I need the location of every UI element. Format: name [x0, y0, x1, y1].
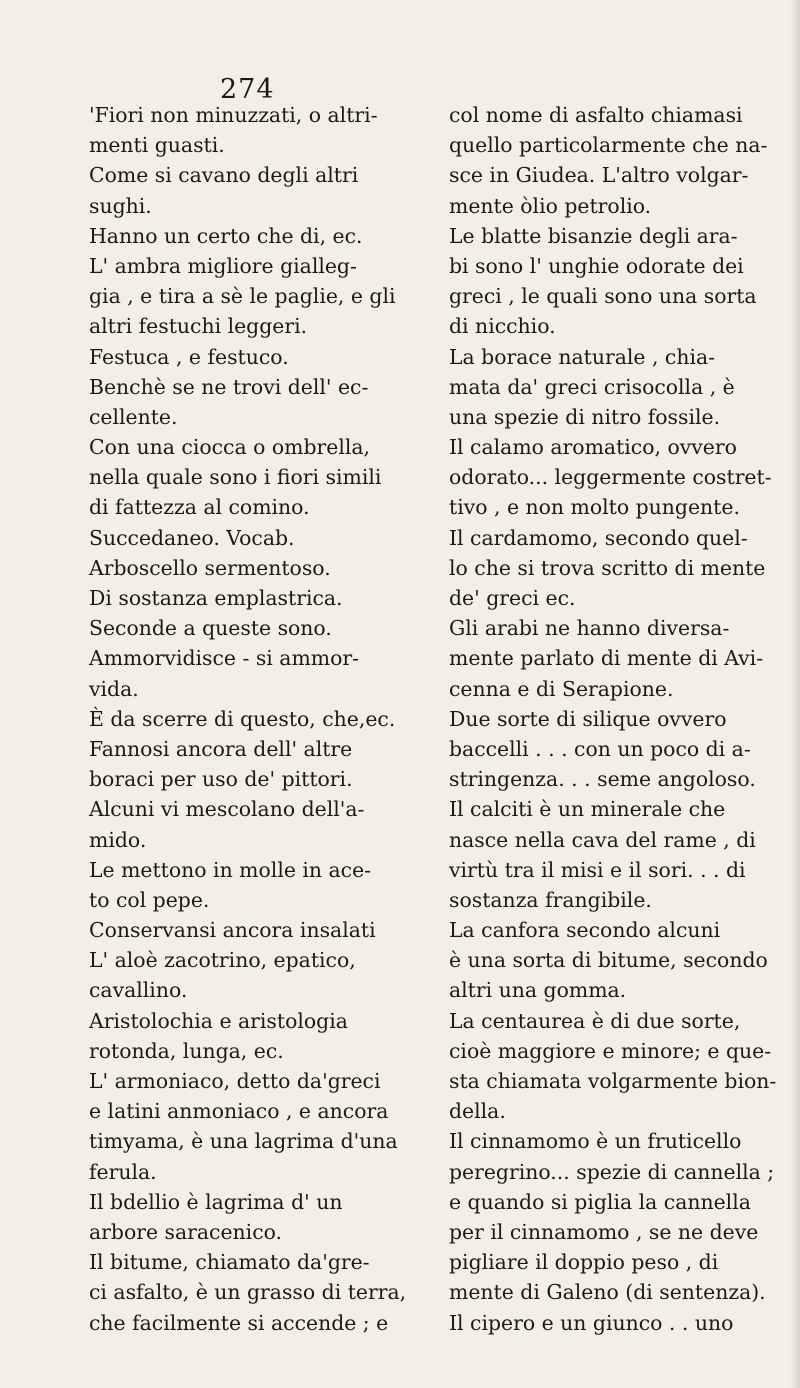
text-line: boraci per uso de' pittori. — [89, 767, 353, 792]
text-line: Le mettono in molle in ace- — [89, 857, 372, 882]
text-line: Con una ciocca o ombrella, — [89, 435, 371, 460]
left-text-column — [89, 100, 414, 1338]
text-line: e quando si piglia la cannella — [449, 1189, 751, 1214]
text-line: baccelli . . . con un poco di a- — [449, 736, 751, 761]
text-line: Il bdellio è lagrima d' un — [89, 1189, 343, 1214]
text-line: lo che si trova scritto di mente — [449, 555, 766, 580]
text-line: Conservansi ancora insalati — [89, 918, 376, 943]
text-line: Il cipero e un giunco . . uno — [449, 1310, 734, 1335]
text-line: to col pepe. — [89, 887, 210, 912]
text-line: Seconde a queste sono. — [89, 616, 332, 641]
text-line: sostanza frangibile. — [449, 887, 652, 912]
text-line: che facilmente si accende ; e — [89, 1310, 389, 1335]
text-line: mente òlio petrolio. — [449, 193, 652, 218]
text-line: Hanno un certo che di, ec. — [89, 223, 363, 248]
text-line: bi sono l' unghie odorate dei — [449, 253, 744, 278]
text-line: de' greci ec. — [449, 586, 576, 610]
text-line: Il cinnamomo è un fruticello — [449, 1129, 742, 1154]
text-line: stringenza. . . seme angoloso. — [449, 767, 756, 792]
text-line: Il calamo aromatico, ovvero — [449, 435, 737, 460]
text-line: È da scerre di questo, che,ec. — [89, 706, 396, 731]
text-line: altri una gomma. — [449, 978, 627, 1003]
text-line: della. — [449, 1099, 506, 1124]
text-line: sta chiamata volgarmente bion- — [449, 1069, 777, 1093]
text-line: mente di Galeno (di sentenza). — [449, 1280, 766, 1305]
text-line: Succedaneo. Vocab. — [89, 525, 295, 550]
text-line: cellente. — [89, 404, 178, 429]
text-line: Alcuni vi mescolano dell'a- — [89, 797, 365, 822]
text-line: pigliare il doppio peso , di — [449, 1250, 719, 1275]
text-line: ci asfalto, è un grasso di terra, — [89, 1280, 407, 1305]
text-line: cenna e di Serapione. — [449, 676, 674, 701]
text-line: menti guasti. — [89, 133, 225, 158]
text-line: Come si cavano degli altri — [89, 163, 359, 188]
text-line: mata da' greci crisocolla , è — [449, 374, 735, 399]
text-line: virtù tra il misi e il sori. . . di — [449, 857, 746, 882]
text-line: L' armoniaco, detto da'greci — [89, 1069, 381, 1093]
text-line: timyama, è una lagrima d'una — [89, 1129, 398, 1154]
text-line: Il bitume, chiamato da'gre- — [89, 1250, 370, 1275]
text-line: per il cinnamomo , se ne deve — [449, 1219, 759, 1244]
right-text-column — [449, 100, 777, 1338]
text-line: Ammorvidisce - si ammor- — [89, 646, 360, 671]
text-line: arbore saracenico. — [89, 1219, 283, 1244]
text-line: L' ambra migliore gialleg- — [89, 253, 357, 278]
text-line: sce in Giudea. L'altro volgar- — [449, 163, 749, 188]
text-line: mido. — [89, 827, 147, 852]
text-line: Le blatte bisanzie degli ara- — [449, 223, 738, 248]
page-number: 274 — [220, 74, 275, 105]
text-line: Il calciti è un minerale che — [449, 797, 726, 822]
text-line: mente parlato di mente di Avi- — [449, 646, 764, 671]
text-line: peregrino... spezie di cannella ; — [449, 1159, 775, 1184]
text-line: greci , le quali sono una sorta — [449, 284, 757, 309]
text-line: cavallino. — [89, 978, 188, 1003]
text-line: ferula. — [89, 1159, 157, 1184]
text-line: Arboscello sermentoso. — [89, 555, 331, 580]
text-line: Il cardamomo, secondo quel- — [449, 525, 748, 550]
text-line: La borace naturale , chia- — [449, 344, 716, 369]
text-line: è una sorta di bitume, secondo — [449, 948, 768, 973]
text-line: nella quale sono i fiori simili — [89, 465, 382, 490]
page-edge-shadow — [790, 0, 800, 1388]
text-line: gia , e tira a sè le paglie, e gli — [89, 284, 396, 309]
text-line: Di sostanza emplastrica. — [89, 586, 343, 610]
text-line: Fannosi ancora dell' altre — [89, 736, 353, 761]
text-line: quello particolarmente che na- — [449, 133, 768, 158]
text-line: rotonda, lunga, ec. — [89, 1038, 284, 1063]
text-line: Benchè se ne trovi dell' ec- — [89, 374, 369, 399]
text-line: Aristolochia e aristologia — [89, 1008, 348, 1033]
text-line: La centaurea è di due sorte, — [449, 1008, 741, 1033]
text-line: La canfora secondo alcuni — [449, 918, 721, 943]
text-line: vida. — [89, 676, 139, 701]
text-line: L' aloè zacotrino, epatico, — [89, 948, 356, 973]
text-line: Due sorte di silique ovvero — [449, 706, 727, 731]
text-line: odorato... leggermente costret- — [449, 465, 772, 490]
text-line: una spezie di nitro fossile. — [449, 404, 721, 429]
text-line: di nicchio. — [449, 314, 556, 339]
text-line: cioè maggiore e minore; e que- — [449, 1038, 772, 1063]
text-line: Gli arabi ne hanno diversa- — [449, 616, 730, 641]
text-line: col nome di asfalto chiamasi — [449, 103, 743, 127]
text-line: nasce nella cava del rame , di — [449, 827, 756, 852]
text-line: di fattezza al comino. — [89, 495, 310, 520]
text-line: 'Fiori non minuzzati, o altri- — [89, 103, 378, 127]
text-line: altri festuchi leggeri. — [89, 314, 308, 339]
text-line: Festuca , e festuco. — [89, 344, 289, 369]
text-line: e latini anmoniaco , e ancora — [89, 1099, 389, 1124]
text-line: tivo , e non molto pungente. — [449, 495, 740, 520]
text-line: sughi. — [89, 193, 152, 218]
